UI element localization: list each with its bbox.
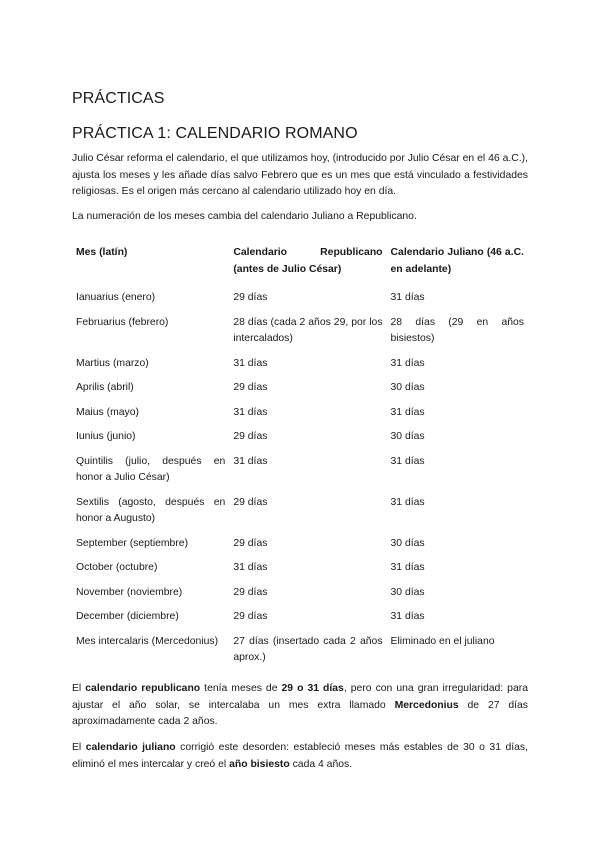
cell-month: Aprilis (abril): [76, 382, 134, 393]
julian-paragraph: [72, 740, 528, 773]
page-heading: PRÁCTICAS: [72, 90, 165, 107]
header-republican: Calendario Republicano (antes de Julio César): [233, 247, 383, 275]
table-row: [72, 315, 528, 356]
cell-month: Februarius (febrero): [76, 316, 169, 328]
header-julian: Calendario Juliano (46 a.C. en adelante): [390, 247, 524, 275]
cell-julian: 30 días: [390, 537, 425, 549]
cell-julian: 31 días: [390, 496, 425, 508]
table-row: [72, 585, 528, 610]
bold-term: Mercedonius: [394, 699, 459, 711]
cell-julian: 31 días: [390, 455, 425, 467]
cell-republican: 31 días: [233, 562, 268, 573]
table-row: [72, 380, 528, 405]
calendar-table: [72, 245, 528, 675]
intro-paragraph: Julio César reforma el calendario, el que utilizamos hoy, (introducido por Julio César en el 46 a.C.), ajusta los meses y les añade días salvo Febrero que es un mes que está vinculado a festividades religiosas. Es el origen más cercano al calendario utilizado hoy en día.: [72, 153, 528, 197]
cell-julian: Eliminado en el juliano: [390, 635, 495, 647]
bold-term: calendario juliano: [85, 742, 176, 753]
cell-julian: 30 días: [390, 382, 425, 393]
cell-month: December (diciembre): [76, 611, 179, 622]
cell-republican: 29 días: [233, 586, 268, 598]
cell-julian: 31 días: [390, 562, 425, 573]
table-row: [72, 495, 528, 536]
republican-paragraph: [72, 681, 528, 731]
text: cada 4 años.: [289, 758, 353, 770]
table-row: [72, 609, 528, 634]
bold-term: calendario republicano: [85, 683, 201, 694]
cell-julian: 30 días: [390, 586, 425, 598]
bold-term: año bisiesto: [229, 758, 290, 770]
cell-republican: 27 días (insertado cada 2 años aprox.): [233, 635, 383, 663]
bold-term: 29 o 31 días: [281, 683, 344, 694]
cell-republican: 29 días: [233, 431, 268, 442]
cell-month: Ianuarius (enero): [76, 292, 156, 303]
table-row: [72, 560, 528, 585]
table-header: [72, 245, 528, 290]
cell-month: Maius (mayo): [76, 406, 139, 418]
table-header-row: [72, 245, 528, 290]
numbering-note: La numeración de los meses cambia del calendario Juliano a Republicano.: [72, 211, 417, 222]
cell-republican: 29 días: [233, 496, 268, 508]
text: El: [72, 742, 86, 753]
cell-month: October (octubre): [76, 562, 158, 573]
cell-month: Martius (marzo): [76, 357, 149, 369]
cell-month: September (septiembre): [76, 537, 189, 549]
cell-republican: 31 días: [233, 357, 268, 369]
table-row: [72, 536, 528, 561]
header-month: Mes (latín): [76, 247, 128, 258]
cell-republican: 29 días: [233, 292, 268, 303]
cell-republican: 28 días (cada 2 años 29, por los intercalados): [233, 316, 383, 344]
cell-month: Quintilis (julio, después en honor a Julio César): [76, 455, 226, 483]
cell-julian: 31 días: [390, 292, 425, 303]
cell-julian: 31 días: [390, 357, 425, 369]
cell-julian: 30 días: [390, 431, 425, 442]
cell-month: Sextilis (agosto, después en honor a Augusto): [76, 496, 226, 524]
table-row: [72, 634, 528, 675]
table-body: [72, 290, 528, 675]
text: , pero con una gran irregularidad: para ajustar el año solar, se intercalaba un mes extra llamado: [72, 683, 528, 711]
text: de 27 días aproximadamente cada 2 años.: [72, 699, 528, 727]
cell-republican: 31 días: [233, 406, 268, 418]
table-row: [72, 454, 528, 495]
cell-month: November (noviembre): [76, 586, 183, 598]
cell-month: Mes intercalaris (Mercedonius): [76, 635, 219, 647]
cell-month: Iunius (junio): [76, 431, 136, 442]
table-row: [72, 290, 528, 315]
cell-julian: 31 días: [390, 406, 425, 418]
text: corrigió este desorden: estableció meses más estables de 30 o 31 días, eliminó el mes intercalar y creó el: [72, 742, 528, 770]
table-row: [72, 356, 528, 381]
cell-julian: 28 días (29 en años bisiestos): [390, 316, 524, 344]
text: El: [72, 683, 86, 694]
cell-republican: 29 días: [233, 382, 268, 393]
cell-republican: 31 días: [233, 455, 268, 467]
table-row: [72, 429, 528, 454]
text: tenía meses de: [200, 683, 282, 694]
cell-republican: 29 días: [233, 611, 268, 622]
cell-republican: 29 días: [233, 537, 268, 549]
practice-title: PRÁCTICA 1: CALENDARIO ROMANO: [72, 125, 358, 142]
cell-julian: 31 días: [390, 611, 425, 622]
table-row: [72, 405, 528, 430]
